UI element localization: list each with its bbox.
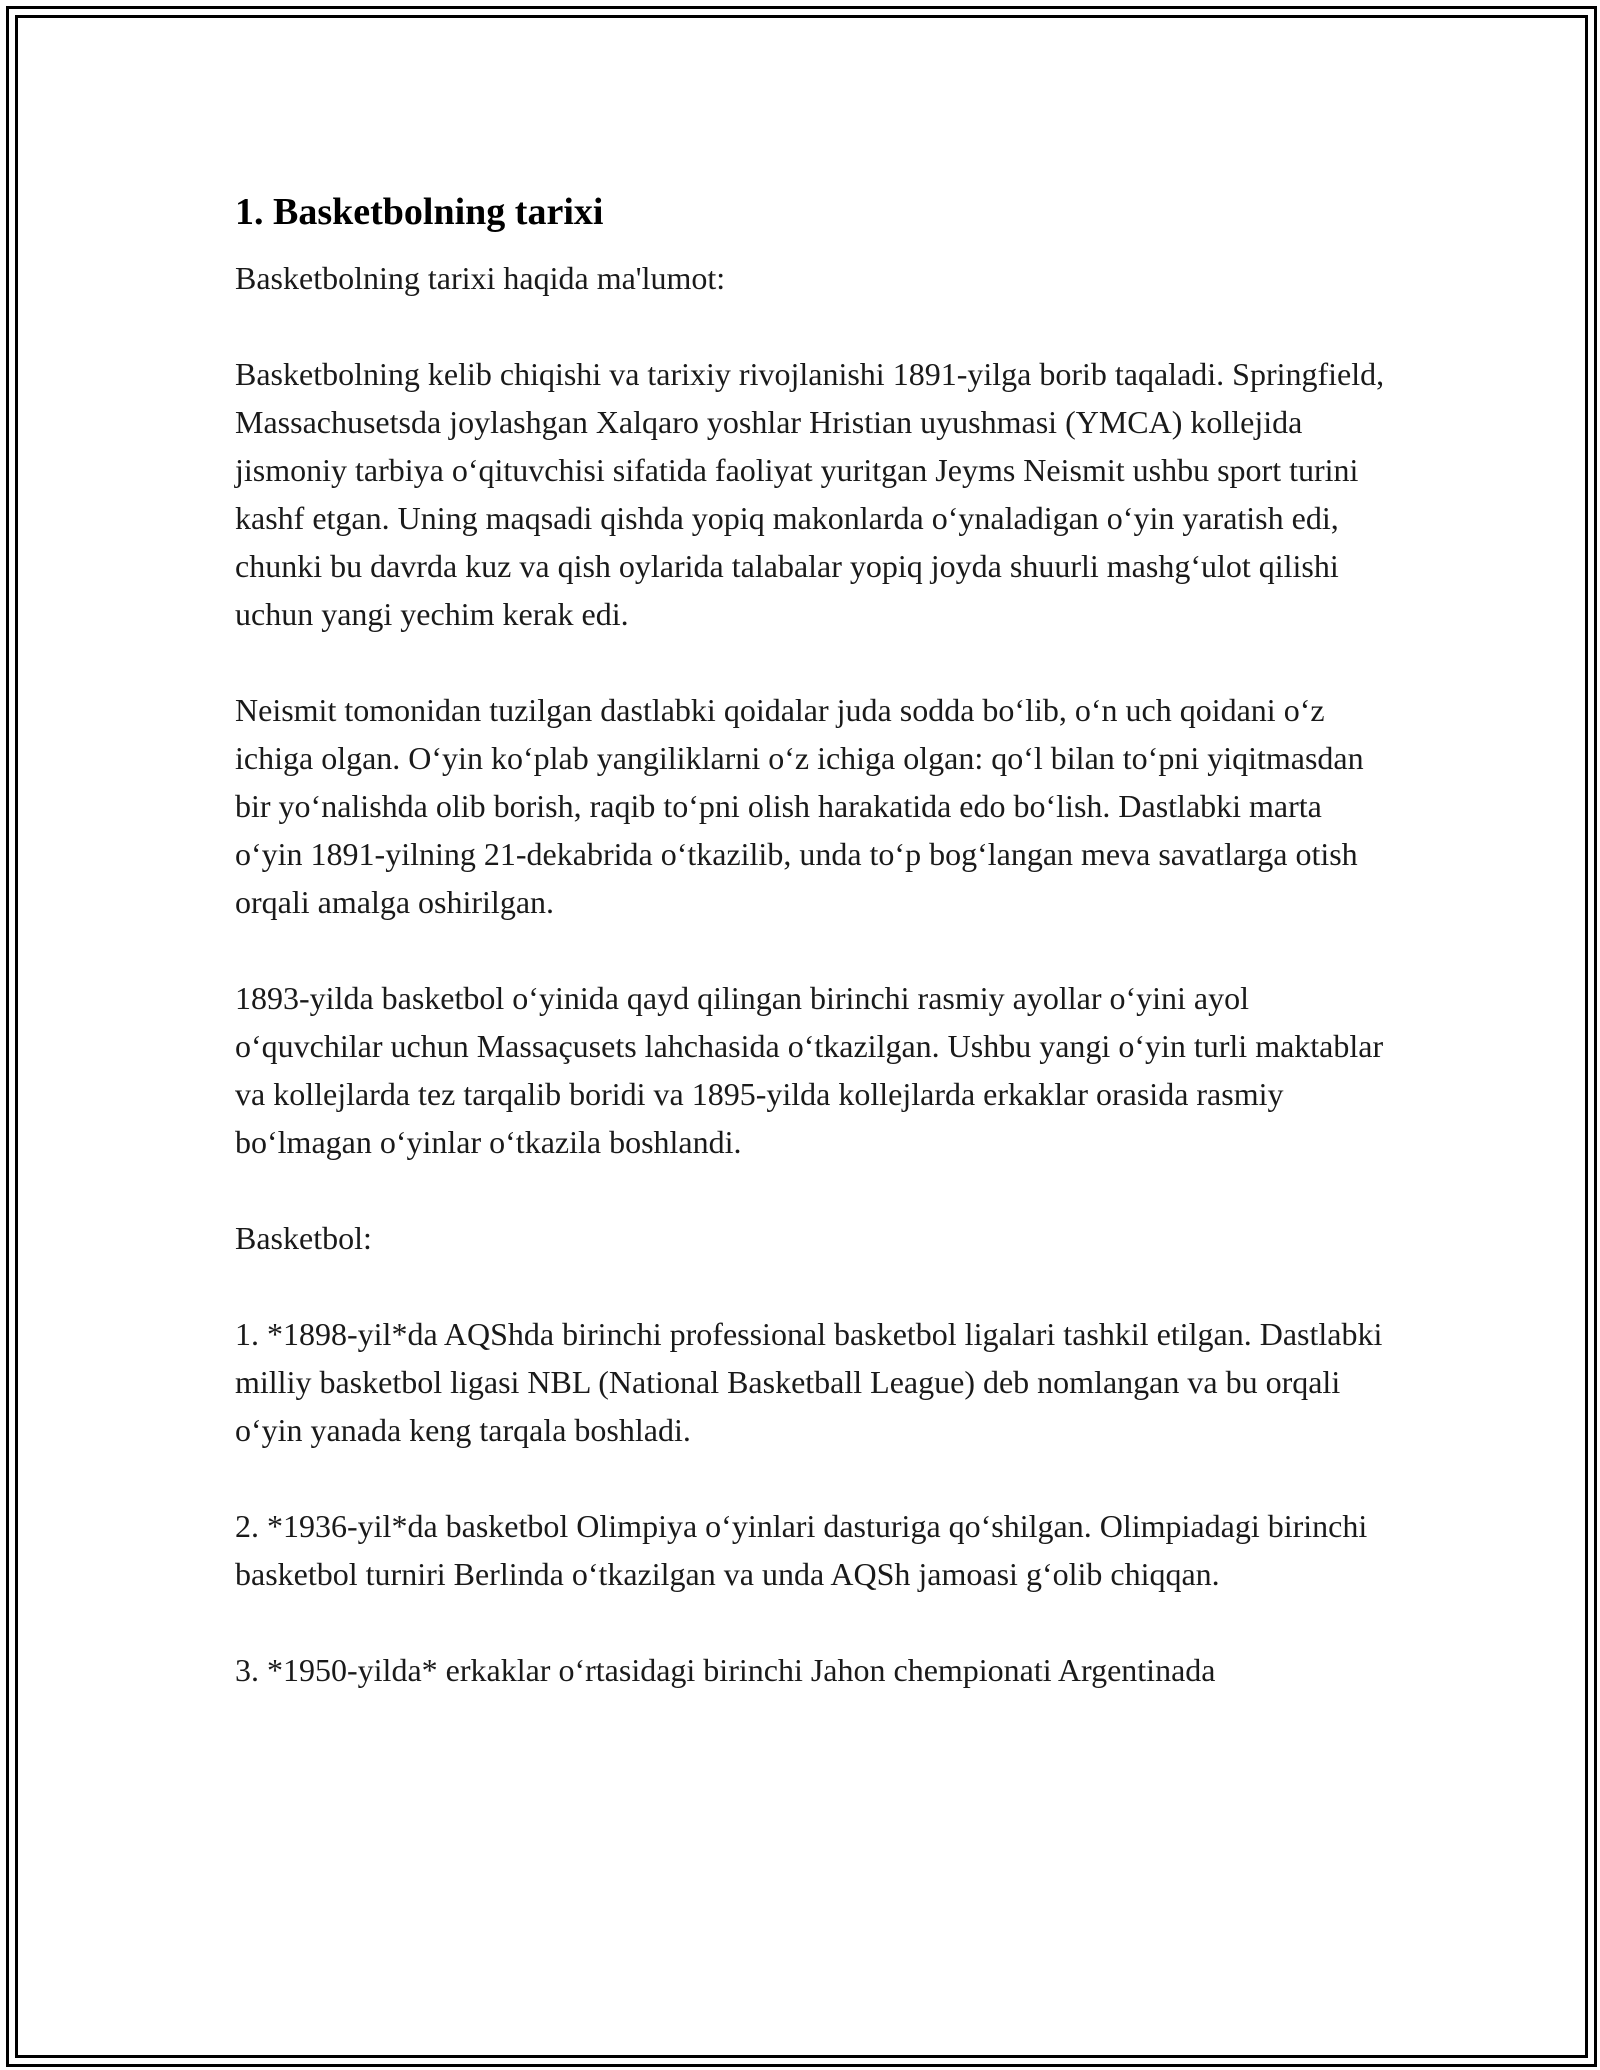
rules-paragraph: Neismit tomonidan tuzilgan dastlabki qoidalar juda sodda bo‘lib, o‘n uch qoidani o‘z ichiga olgan. O‘yin ko‘plab yangiliklarni o‘z ichiga olgan: qo‘l bilan to‘pni yiqitmasdan bir yo‘nalishda olib borish, raqib to‘pni olish harakatida edo bo‘lish. Dastlabki marta o‘yin 1891-yilning 21-dekabrida o‘tkazilib, unda to‘p bog‘langan meva savatlarga otish orqali amalga oshirilgan.: [235, 691, 1364, 920]
section-heading: 1. Basketbolning tarixi: [235, 191, 604, 233]
intro-paragraph: Basketbolning tarixi haqida ma'lumot:: [235, 259, 726, 296]
list-item-1936: 2. *1936-yil*da basketbol Olimpiya o‘yinlari dasturiga qo‘shilgan. Olimpiadagi birinchi basketbol turniri Berlinda o‘tkazilgan va unda AQSh jamoasi g‘olib chiqqan.: [235, 1507, 1368, 1592]
origin-paragraph: Basketbolning kelib chiqishi va tarixiy rivojlanishi 1891-yilga borib taqaladi. Springfield, Massachusetsda joylashgan Xalqaro yoshlar Hristian uyushmasi (YMCA) kollejida jismoniy tarbiya o‘qituvchisi sifatida faoliyat yuritgan Jeyms Neismit ushbu sport turini kashf etgan. Uning maqsadi qishda yopiq makonlarda o‘ynaladigan o‘yin yaratish edi, chunki bu davrda kuz va qish oylarida talabalar yopiq joyda shuurli mashg‘ulot qilishi uchun yangi yechim kerak edi.: [235, 355, 1385, 632]
list-intro-paragraph: Basketbol:: [235, 1219, 372, 1256]
document-page: [235, 180, 1395, 1742]
womens-game-paragraph: 1893-yilda basketbol o‘yinida qayd qilingan birinchi rasmiy ayollar o‘yini ayol o‘quvchilar uchun Massaçusets lahchasida o‘tkazilgan. Ushbu yangi o‘yin turli maktablar va kollejlarda tez tarqalib boridi va 1895-yilda kollejlarda erkaklar orasida rasmiy bo‘lmagan o‘yinlar o‘tkazila boshlandi.: [235, 979, 1384, 1160]
list-item-1950: 3. *1950-yilda* erkaklar o‘rtasidagi birinchi Jahon chempionati Argentinada: [235, 1651, 1216, 1688]
list-item-1898: 1. *1898-yil*da AQShda birinchi professional basketbol ligalari tashkil etilgan. Dastlabki milliy basketbol ligasi NBL (National Basketball League) deb nomlangan va bu orqali o‘yin yanada keng tarqala boshladi.: [235, 1315, 1383, 1448]
